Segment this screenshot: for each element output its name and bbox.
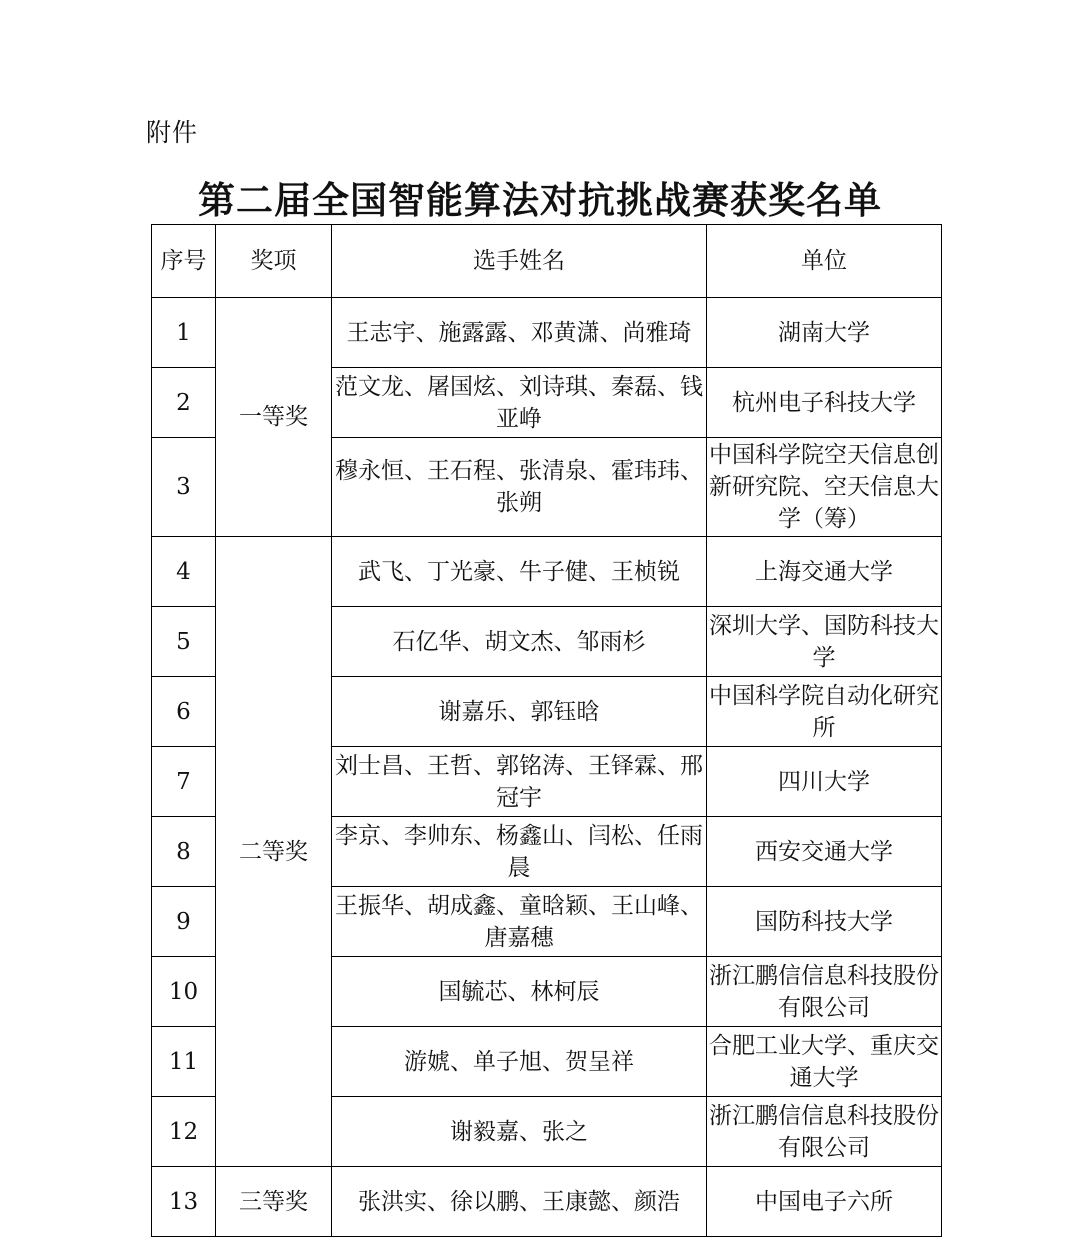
document-title: 第二届全国智能算法对抗挑战赛获奖名单 bbox=[198, 178, 882, 222]
row-names: 石亿华、胡文杰、邹雨杉 bbox=[332, 607, 707, 677]
row-names: 刘士昌、王哲、郭铭涛、王铎霖、邢冠宇 bbox=[332, 747, 707, 817]
row-no: 10 bbox=[152, 957, 216, 1027]
header-unit: 单位 bbox=[707, 225, 942, 298]
table-row bbox=[152, 537, 942, 607]
row-no: 12 bbox=[152, 1097, 216, 1167]
row-names: 谢嘉乐、郭钰晗 bbox=[332, 677, 707, 747]
row-names: 王志宇、施露露、邓黄潇、尚雅琦 bbox=[332, 298, 707, 368]
row-no: 7 bbox=[152, 747, 216, 817]
row-unit: 西安交通大学 bbox=[707, 817, 942, 887]
row-names: 穆永恒、王石程、张清泉、霍玮玮、张朔 bbox=[332, 438, 707, 537]
row-unit: 浙江鹏信信息科技股份有限公司 bbox=[707, 957, 942, 1027]
table-header-row bbox=[152, 225, 942, 298]
row-names: 国毓芯、林柯辰 bbox=[332, 957, 707, 1027]
row-unit: 中国科学院空天信息创新研究院、空天信息大学（筹） bbox=[707, 438, 942, 537]
header-names: 选手姓名 bbox=[332, 225, 707, 298]
award-first: 一等奖 bbox=[216, 298, 332, 537]
row-no: 13 bbox=[152, 1167, 216, 1237]
row-unit: 国防科技大学 bbox=[707, 887, 942, 957]
row-no: 3 bbox=[152, 438, 216, 537]
row-no: 5 bbox=[152, 607, 216, 677]
award-third: 三等奖 bbox=[216, 1167, 332, 1237]
row-unit: 湖南大学 bbox=[707, 298, 942, 368]
attachment-label: 附件 bbox=[146, 118, 199, 147]
row-unit: 四川大学 bbox=[707, 747, 942, 817]
row-no: 8 bbox=[152, 817, 216, 887]
row-names: 武飞、丁光豪、牛子健、王桢锐 bbox=[332, 537, 707, 607]
row-unit: 浙江鹏信信息科技股份有限公司 bbox=[707, 1097, 942, 1167]
row-unit: 合肥工业大学、重庆交通大学 bbox=[707, 1027, 942, 1097]
row-unit: 杭州电子科技大学 bbox=[707, 368, 942, 438]
header-award: 奖项 bbox=[216, 225, 332, 298]
row-no: 2 bbox=[152, 368, 216, 438]
row-no: 6 bbox=[152, 677, 216, 747]
row-no: 11 bbox=[152, 1027, 216, 1097]
award-second: 二等奖 bbox=[216, 537, 332, 1167]
header-no: 序号 bbox=[152, 225, 216, 298]
row-names: 张洪实、徐以鹏、王康懿、颜浩 bbox=[332, 1167, 707, 1237]
award-list-table bbox=[151, 224, 942, 1237]
table-row bbox=[152, 1167, 942, 1237]
row-no: 1 bbox=[152, 298, 216, 368]
row-unit: 中国科学院自动化研究所 bbox=[707, 677, 942, 747]
table-row bbox=[152, 298, 942, 368]
row-unit: 深圳大学、国防科技大学 bbox=[707, 607, 942, 677]
row-names: 王振华、胡成鑫、童晗颖、王山峰、唐嘉穗 bbox=[332, 887, 707, 957]
row-unit: 上海交通大学 bbox=[707, 537, 942, 607]
row-names: 范文龙、屠国炫、刘诗琪、秦磊、钱亚峥 bbox=[332, 368, 707, 438]
row-no: 9 bbox=[152, 887, 216, 957]
row-names: 游婋、单子旭、贺呈祥 bbox=[332, 1027, 707, 1097]
row-unit: 中国电子六所 bbox=[707, 1167, 942, 1237]
row-names: 谢毅嘉、张之 bbox=[332, 1097, 707, 1167]
row-no: 4 bbox=[152, 537, 216, 607]
row-names: 李京、李帅东、杨鑫山、闫松、任雨晨 bbox=[332, 817, 707, 887]
